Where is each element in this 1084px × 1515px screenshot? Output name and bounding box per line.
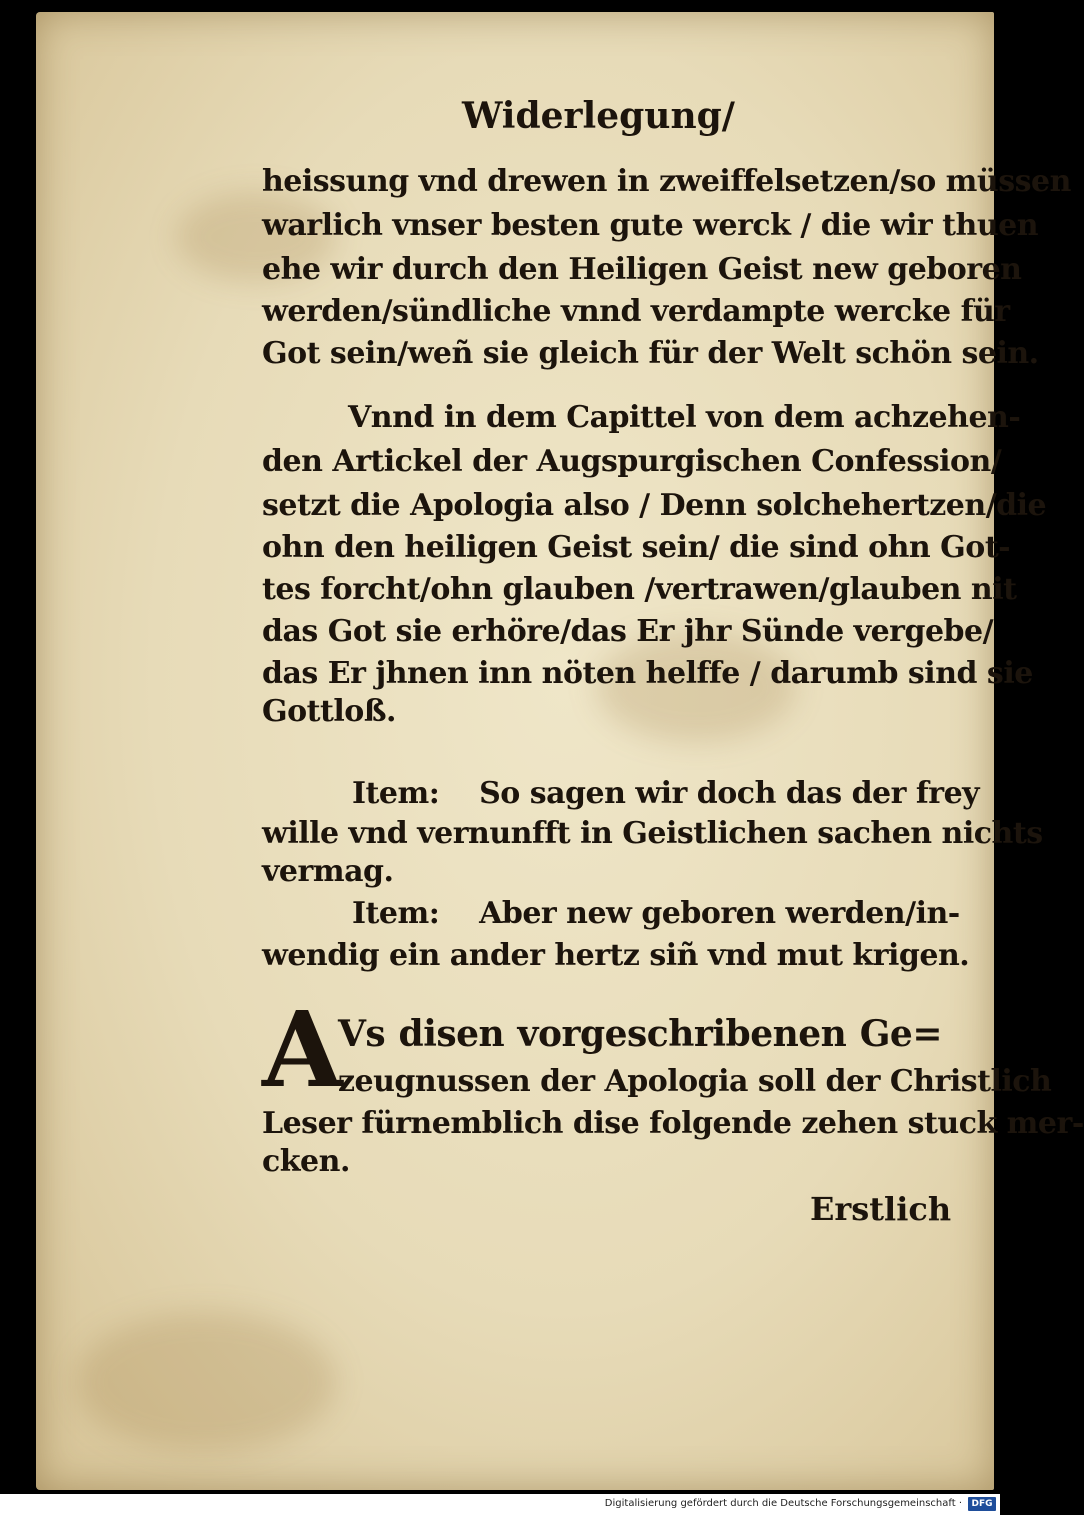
initial-letter: A <box>262 988 343 1111</box>
text-line: ehe wir durch den Heiligen Geist new geboren <box>262 252 1022 287</box>
text-line: Vs disen vorgeschribenen Ge= <box>338 1013 942 1055</box>
running-head: Widerlegung/ <box>462 95 735 137</box>
funding-credit: Digitalisierung gefördert durch die Deutsche Forschungsgemeinschaft · <box>604 1498 962 1509</box>
text-line: werden/sündliche vnnd verdampte wercke für <box>262 294 1010 329</box>
text-line: vermag. <box>262 854 394 889</box>
text-line: warlich vnser besten gute werck / die wir thuen <box>262 208 1039 243</box>
text-line: Leser fürnemblich dise folgende zehen stuck mer- <box>262 1106 1084 1141</box>
text-line: den Artickel der Augspurgischen Confession/ <box>262 444 1002 479</box>
text-line: tes forcht/ohn glauben /vertrawen/glauben nit <box>262 572 1017 607</box>
item-line: Item: Aber new geboren werden/in- <box>352 896 960 931</box>
text-line: das Er jhnen inn nöten helffe / darumb sind sie <box>262 656 1033 691</box>
item-line: Item: So sagen wir doch das der frey <box>352 776 980 811</box>
text-line: ohn den heiligen Geist sein/ die sind ohn Got- <box>262 530 1011 565</box>
text-line: Got sein/weñ sie gleich für der Welt schön sein. <box>262 336 1039 371</box>
text-line: Vnnd in dem Capittel von dem achzehen- <box>348 400 1021 435</box>
text-line: Gottloß. <box>262 694 396 729</box>
paper-stain <box>76 1312 336 1452</box>
text-line: cken. <box>262 1144 350 1179</box>
text-line: zeugnussen der Apologia soll der Christlich <box>338 1064 1052 1099</box>
text-line: wendig ein ander hertz siñ vnd mut krigen. <box>262 938 970 973</box>
text-line: das Got sie erhöre/das Er jhr Sünde vergebe/ <box>262 614 994 649</box>
catchword: Erstlich <box>810 1190 952 1228</box>
footer-bar <box>0 1494 1000 1515</box>
dfg-logo: DFG <box>968 1497 996 1511</box>
text-line: wille vnd vernunfft in Geistlichen sachen nichts <box>262 816 1043 851</box>
text-line: heissung vnd drewen in zweiffelsetzen/so müssen <box>262 164 1071 199</box>
text-line: setzt die Apologia also / Denn solchehertzen/die <box>262 488 1047 523</box>
